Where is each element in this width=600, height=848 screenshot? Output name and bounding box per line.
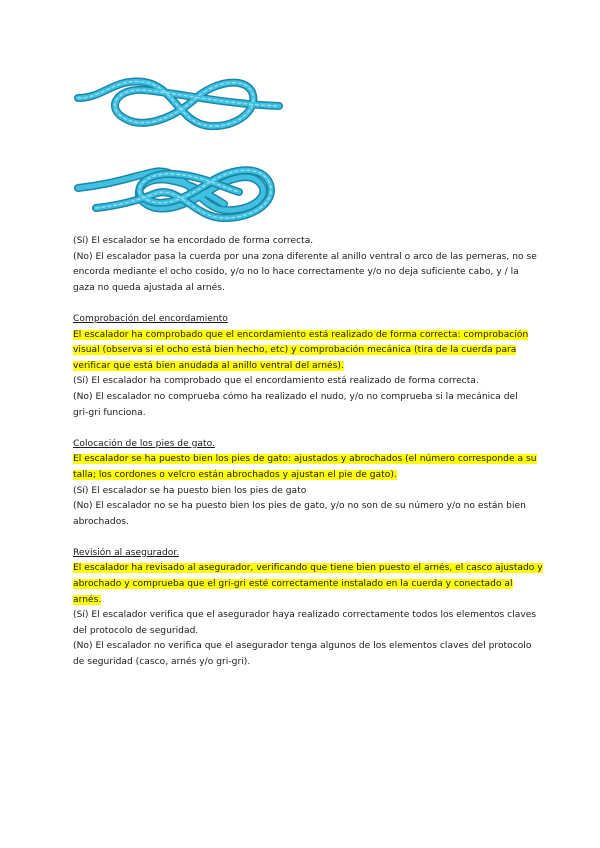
highlighted-criterion: El escalador ha comprobado que el encordamiento está realizado de forma correcta: comprobación	[73, 329, 529, 340]
criterion-line: (Sí) El escalador se ha puesto bien los pies de gato	[73, 485, 307, 496]
section-heading: Revisión al asegurador.	[73, 547, 180, 558]
criterion-line: (No) El escalador no verifica que el asegurador tenga algunos de los elementos claves del protocolo	[73, 641, 532, 652]
intro-no-line: gaza no queda ajustada al arnés.	[73, 282, 225, 293]
document-body	[73, 234, 543, 671]
criterion-line: abrochados.	[73, 516, 129, 527]
highlighted-criterion: talla; los cordones o velcro están abrochados y ajustan el pie de gato).	[73, 469, 397, 480]
criterion-line: (Sí) El escalador verifica que el asegurador haya realizado correctamente todos los elementos claves	[73, 610, 537, 621]
section-heading: Colocación de los pies de gato.	[73, 438, 215, 449]
highlighted-criterion: El escalador ha revisado al asegurador, verificando que tiene bien puesto el arnés, el casco ajustado y	[73, 563, 543, 574]
intro-no-line: encorda mediante el ocho cosido, y/o no lo hace correctamente y/o no deja suficiente cabo, y / la	[73, 267, 519, 278]
criterion-line: gri-gri funciona.	[73, 407, 146, 418]
criterion-line: (Sí) El escalador ha comprobado que el encordamiento está realizado de forma correcta.	[73, 376, 479, 387]
figure-eight-knot-loose-icon	[74, 68, 284, 143]
highlighted-criterion: visual (observa si el ocho está bien hecho, etc) y comprobación mecánica (tira de la cuerda para	[73, 345, 517, 356]
criterion-line: de seguridad (casco, arnés y/o gri-gri).	[73, 657, 251, 668]
highlighted-criterion: abrochado y comprueba que el gri-gri esté correctamente instalado en la cuerda y conectado al	[73, 579, 513, 590]
intro-no-line: (No) El escalador pasa la cuerda por una zona diferente al anillo ventral o arco de las perneras, no se	[73, 251, 537, 262]
criterion-line: (No) El escalador no se ha puesto bien los pies de gato, y/o no son de su número y/o no están bien	[73, 501, 526, 512]
intro-si-line: (Sí) El escalador se ha encordado de forma correcta.	[73, 236, 314, 246]
highlighted-criterion: El escalador se ha puesto bien los pies de gato: ajustados y abrochados (el número corresponde a su	[73, 454, 537, 465]
highlighted-criterion: arnés.	[73, 594, 102, 605]
figure-eight-knot-retraced-icon	[74, 158, 284, 228]
criterion-line: (No) El escalador no comprueba cómo ha realizado el nudo, y/o no comprueba si la mecánica del	[73, 391, 518, 402]
criterion-line: del protocolo de seguridad.	[73, 625, 199, 636]
section-heading: Comprobación del encordamiento	[73, 313, 228, 324]
highlighted-criterion: verificar que está bien anudada al anillo ventral del arnés).	[73, 360, 344, 371]
